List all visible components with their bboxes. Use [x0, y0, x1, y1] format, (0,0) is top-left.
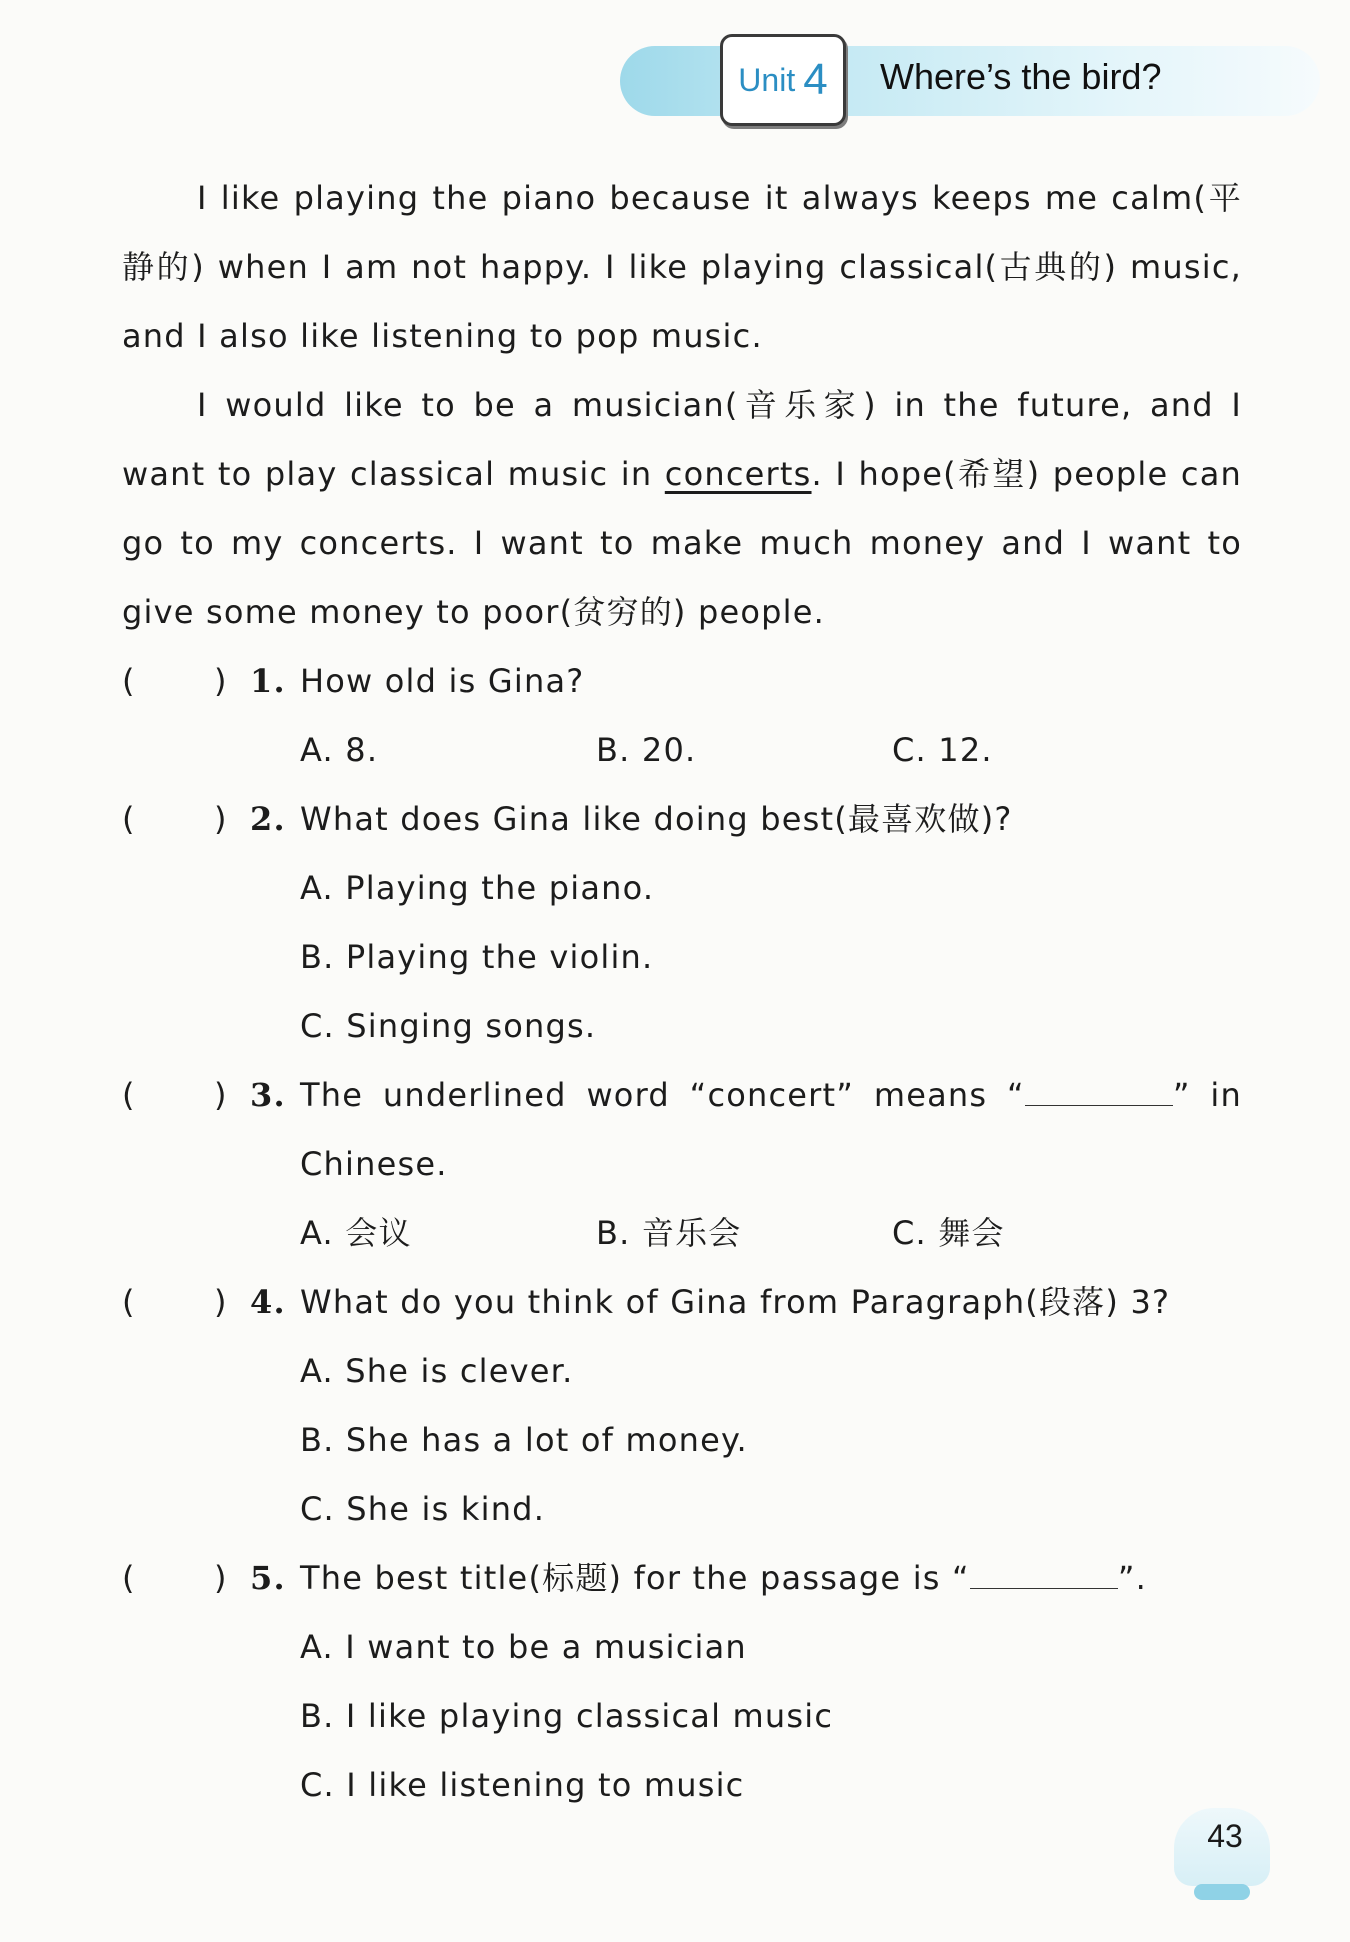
- question-number: 3.: [250, 1076, 286, 1114]
- option-b: B. 音乐会: [596, 1214, 742, 1252]
- unit-header: [620, 32, 1340, 124]
- question-line: [122, 1061, 1242, 1130]
- q3-word: in: [1210, 1076, 1242, 1114]
- underlined-word-concerts: concerts: [664, 455, 812, 493]
- option-line: [122, 1337, 1242, 1406]
- option-c: C. 12.: [892, 731, 993, 769]
- options-row: [122, 716, 1242, 785]
- question-number: 4.: [250, 1283, 286, 1321]
- option-b: B. She has a lot of money.: [300, 1421, 748, 1459]
- option-c: C. 舞会: [892, 1214, 1005, 1252]
- question-text: How old is Gina?: [300, 662, 585, 700]
- option-line: [122, 1475, 1242, 1544]
- cup-base-shape: [1194, 1884, 1250, 1900]
- answer-bracket-close: ): [214, 1076, 228, 1114]
- q3-word: means: [873, 1076, 988, 1114]
- question-text: What do you think of Gina from Paragraph(段落) 3?: [300, 1283, 1171, 1321]
- option-a: A. 8.: [300, 731, 379, 769]
- unit-label: Unit: [738, 61, 796, 98]
- question-line: [122, 785, 1242, 854]
- option-line: [122, 1751, 1242, 1820]
- option-a: A. She is clever.: [300, 1352, 574, 1390]
- option-b: B. Playing the violin.: [300, 938, 654, 976]
- q5-text-after: ”.: [1117, 1559, 1147, 1597]
- question-3: [122, 1061, 1242, 1268]
- option-line: [122, 992, 1242, 1061]
- unit-badge: [720, 34, 846, 126]
- question-text: What does Gina like doing best(最喜欢做)?: [300, 800, 1013, 838]
- page-number: 43: [1207, 1818, 1243, 1854]
- question-text: [300, 1061, 1242, 1130]
- question-number: 1.: [250, 662, 286, 700]
- answer-bracket-open: (: [122, 800, 136, 838]
- answer-blank[interactable]: [1025, 1075, 1173, 1106]
- options-row: [122, 1199, 1242, 1268]
- answer-bracket-close: ): [214, 1283, 228, 1321]
- q3-blank-group: [1007, 1061, 1191, 1130]
- question-1: [122, 647, 1242, 785]
- answer-bracket-close: ): [214, 800, 228, 838]
- question-line: [122, 1544, 1242, 1613]
- passage-paragraph-2: [122, 371, 1242, 647]
- answer-bracket-open: (: [122, 1559, 136, 1597]
- option-b: B. 20.: [596, 731, 697, 769]
- option-line: [122, 923, 1242, 992]
- open-quote: “: [1007, 1076, 1025, 1114]
- answer-bracket-open: (: [122, 1283, 136, 1321]
- question-5: [122, 1544, 1242, 1820]
- question-number: 5.: [250, 1559, 286, 1597]
- question-continuation: [122, 1130, 1242, 1199]
- page-content: [122, 164, 1242, 1820]
- q3-word: “concert”: [689, 1076, 855, 1114]
- q3-word: underlined: [382, 1076, 567, 1114]
- unit-title: Where’s the bird?: [880, 56, 1162, 97]
- question-text: [300, 1544, 1147, 1613]
- option-c: C. She is kind.: [300, 1490, 546, 1528]
- answer-bracket-close: ): [214, 662, 228, 700]
- q3-word: The: [300, 1076, 364, 1114]
- answer-bracket-close: ): [214, 1559, 228, 1597]
- option-line: [122, 1406, 1242, 1475]
- q3-word: word: [586, 1076, 670, 1114]
- question-line: [122, 1268, 1242, 1337]
- question-text-continued: Chinese.: [300, 1145, 448, 1183]
- option-a: A. Playing the piano.: [300, 869, 655, 907]
- option-a: A. 会议: [300, 1214, 412, 1252]
- answer-blank[interactable]: [970, 1558, 1118, 1589]
- option-c: C. Singing songs.: [300, 1007, 597, 1045]
- option-line: [122, 1613, 1242, 1682]
- answer-bracket-open: (: [122, 1076, 136, 1114]
- passage-paragraph-1: I like playing the piano because it always keeps me calm(平静的) when I am not happy. I like playing classical(古典的) music, and I also like listening to pop music.: [122, 179, 1242, 355]
- page-number-badge: [1160, 1802, 1290, 1912]
- close-quote: ”: [1172, 1076, 1191, 1114]
- option-c: C. I like listening to music: [300, 1766, 745, 1804]
- answer-bracket-open: (: [122, 662, 136, 700]
- unit-number: 4: [803, 55, 828, 104]
- question-line: [122, 647, 1242, 716]
- q5-text-before: The best title(标题) for the passage is “: [300, 1559, 970, 1597]
- p2-text-after: . I hope(希望) people can go to my concerts. I want to make much money and I want to give some money to poor(贫穷的) people.: [122, 455, 1242, 631]
- question-number: 2.: [250, 800, 286, 838]
- option-line: [122, 1682, 1242, 1751]
- option-line: [122, 854, 1242, 923]
- option-a: A. I want to be a musician: [300, 1628, 747, 1666]
- option-b: B. I like playing classical music: [300, 1697, 834, 1735]
- question-2: [122, 785, 1242, 1061]
- question-4: [122, 1268, 1242, 1544]
- p2-text-before: I would like to be a musician(音乐家) in the future, and I want to play classical music in: [122, 386, 1242, 493]
